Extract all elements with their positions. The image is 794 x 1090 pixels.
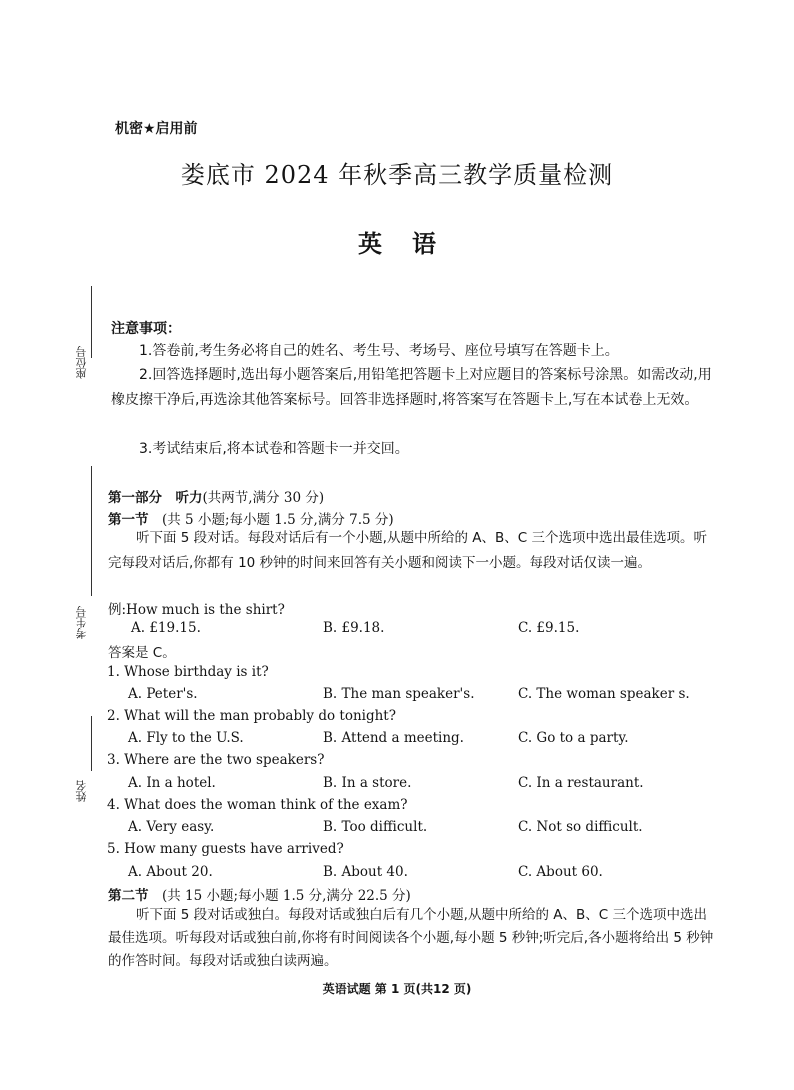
part1-note: (共两节,满分 30 分) xyxy=(202,490,325,506)
part1-heading xyxy=(108,486,324,506)
question-2: 2. What will the man probably do tonight? xyxy=(107,708,396,724)
q3-option-b: B. In a store. xyxy=(323,775,412,791)
section1-title: 第一节 xyxy=(108,512,149,528)
notice-item-2: 2.回答选择题时,选出每小题答案后,用铅笔把答题卡上对应题目的答案标号涂黑。如需改动,用橡皮擦干净后,再选涂其他答案标号。回答非选择题时,将答案写在答题卡上,写在本试卷上无效。 xyxy=(111,367,712,408)
example-question: 例:How much is the shirt? xyxy=(108,602,285,618)
confidential-mark: 机密★启用前 xyxy=(115,121,198,137)
section2-title: 第二节 xyxy=(108,888,149,904)
section1-heading xyxy=(108,508,394,528)
question-1: 1. Whose birthday is it? xyxy=(107,664,269,680)
name-line xyxy=(91,716,92,771)
q4-option-c: C. Not so difficult. xyxy=(518,819,643,835)
section2-heading xyxy=(108,884,411,904)
example-option-c: C. £9.15. xyxy=(518,620,580,636)
part1-title: 第一部分 听力 xyxy=(108,490,203,506)
candidate-number-label: 考生号 xyxy=(75,606,88,639)
seat-number-line xyxy=(91,286,92,358)
q5-option-c: C. About 60. xyxy=(518,864,603,880)
candidate-number-line xyxy=(91,466,92,596)
q5-option-b: B. About 40. xyxy=(323,864,408,880)
q2-option-a: A. Fly to the U.S. xyxy=(128,730,244,746)
section1-note: (共 5 小题;每小题 1.5 分,满分 7.5 分) xyxy=(162,512,394,528)
question-4: 4. What does the woman think of the exam? xyxy=(107,797,408,813)
q1-option-b: B. The man speaker's. xyxy=(323,686,475,702)
q3-option-c: C. In a restaurant. xyxy=(518,775,644,791)
name-label: 姓名 xyxy=(75,780,88,802)
notice-heading: 注意事项： xyxy=(111,321,181,337)
example-option-a: A. £19.15. xyxy=(131,620,201,636)
page-footer: 英语试题 第 1 页(共12 页) xyxy=(322,982,472,996)
example-option-b: B. £9.18. xyxy=(323,620,385,636)
seat-number-label: 座位号 xyxy=(75,346,88,379)
q1-option-a: A. Peter's. xyxy=(128,686,198,702)
q2-option-c: C. Go to a party. xyxy=(518,730,629,746)
q2-option-b: B. Attend a meeting. xyxy=(323,730,464,746)
exam-title: 娄底市 2024 年秋季高三教学质量检测 xyxy=(180,161,614,189)
section1-instructions: 听下面 5 段对话。每段对话后有一个小题,从题中所给的 A、B、C 三个选项中选出最佳选项。听完每段对话后,你都有 10 秒钟的时间来回答有关小题和阅读下一小题。每段对话仅读一遍。 xyxy=(108,530,707,571)
subject-title: 英语 xyxy=(358,230,466,258)
question-3: 3. Where are the two speakers? xyxy=(107,752,325,768)
question-5: 5. How many guests have arrived? xyxy=(107,841,344,857)
q4-option-a: A. Very easy. xyxy=(128,819,215,835)
q1-option-c: C. The woman speaker s. xyxy=(518,686,690,702)
example-answer: 答案是 C。 xyxy=(108,645,176,661)
section2-note: (共 15 小题;每小题 1.5 分,满分 22.5 分) xyxy=(162,888,411,904)
q5-option-a: A. About 20. xyxy=(128,864,213,880)
notice-item-1: 1.答卷前,考生务必将自己的姓名、考生号、考场号、座位号填写在答题卡上。 xyxy=(139,343,619,359)
q4-option-b: B. Too difficult. xyxy=(323,819,428,835)
q3-option-a: A. In a hotel. xyxy=(128,775,216,791)
section2-instructions: 听下面 5 段对话或独白。每段对话或独白后有几个小题,从题中所给的 A、B、C 三个选项中选出最佳选项。听每段对话或独白前,你将有时间阅读各个小题,每小题 5 秒钟;听完后,各小题将给出 5 秒钟的作答时间。每段对话或独白读两遍。 xyxy=(108,907,714,969)
notice-item-3: 3.考试结束后,将本试卷和答题卡一并交回。 xyxy=(139,441,409,457)
